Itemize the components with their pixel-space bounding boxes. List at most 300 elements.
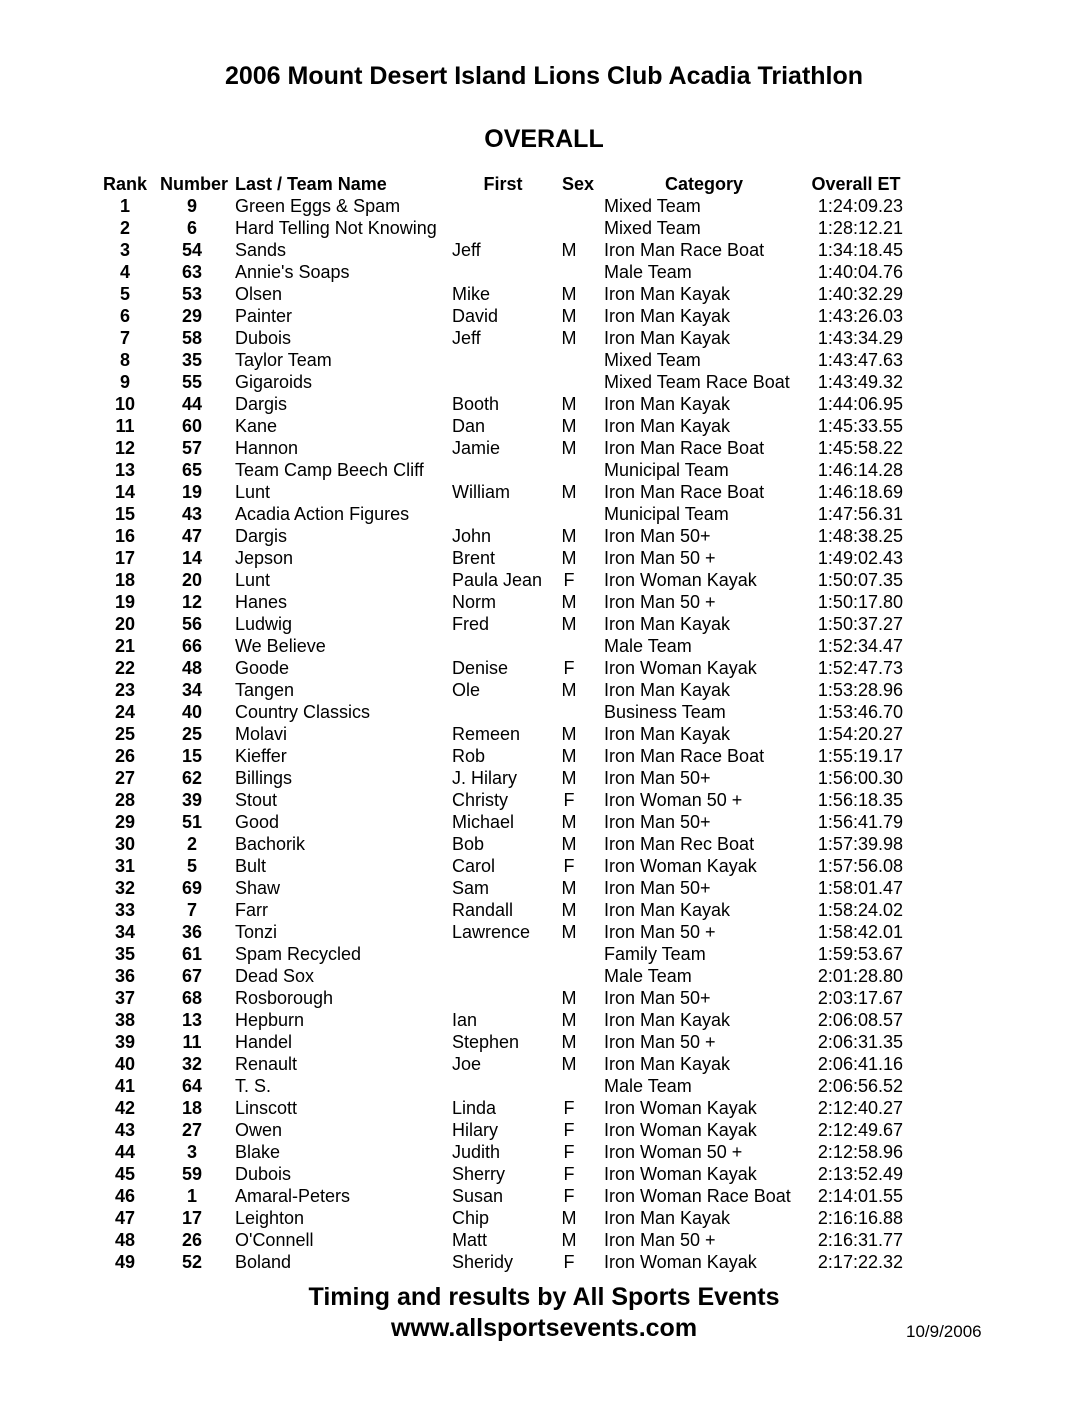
cell-rank: 40	[114, 1054, 136, 1074]
cell-time: 1:58:24.02	[817, 900, 903, 920]
cell-name: Rosborough	[235, 988, 334, 1008]
cell-first: Judith	[452, 1142, 501, 1162]
cell-rank: 6	[119, 306, 130, 326]
cell-first: Bob	[452, 834, 485, 854]
column-header-rank: Rank	[102, 174, 147, 194]
table-row	[0, 437, 1088, 459]
cell-time: 1:50:37.27	[817, 614, 903, 634]
cell-first: Jeff	[452, 328, 481, 348]
cell-first: J. Hilary	[452, 768, 518, 788]
cell-first: Remeen	[452, 724, 521, 744]
cell-number: 48	[181, 658, 203, 678]
cell-name: Bult	[235, 856, 267, 876]
cell-time: 1:56:00.30	[817, 768, 903, 788]
cell-rank: 9	[119, 372, 130, 392]
cell-first: Jamie	[452, 438, 501, 458]
cell-number: 36	[181, 922, 203, 942]
cell-category: Iron Man 50 +	[604, 1230, 716, 1250]
cell-name: Green Eggs & Spam	[235, 196, 401, 216]
table-row	[0, 569, 1088, 591]
cell-sex: M	[561, 724, 577, 744]
cell-first: Sherry	[452, 1164, 506, 1184]
cell-name: Team Camp Beech Cliff	[235, 460, 424, 480]
cell-category: Iron Man 50 +	[604, 592, 716, 612]
cell-category: Iron Man 50+	[604, 812, 711, 832]
cell-sex: M	[561, 482, 577, 502]
table-row	[0, 745, 1088, 767]
cell-category: Family Team	[604, 944, 706, 964]
footer-credit: Timing and results by All Sports Events	[308, 1283, 780, 1311]
cell-time: 2:14:01.55	[817, 1186, 903, 1206]
results-table-body	[0, 195, 1088, 1273]
cell-time: 1:57:56.08	[817, 856, 903, 876]
cell-first: Lawrence	[452, 922, 531, 942]
cell-rank: 11	[115, 416, 135, 436]
cell-number: 14	[181, 548, 203, 568]
cell-category: Iron Man 50+	[604, 768, 711, 788]
cell-category: Iron Man 50 +	[604, 548, 716, 568]
cell-number: 2	[186, 834, 197, 854]
cell-category: Business Team	[604, 702, 726, 722]
cell-category: Mixed Team	[604, 350, 701, 370]
cell-rank: 8	[119, 350, 130, 370]
cell-number: 29	[181, 306, 203, 326]
cell-name: Hepburn	[235, 1010, 305, 1030]
cell-rank: 39	[114, 1032, 136, 1052]
cell-category: Iron Man 50+	[604, 878, 711, 898]
cell-time: 2:06:31.35	[817, 1032, 903, 1052]
cell-sex: M	[561, 438, 577, 458]
cell-sex: F	[563, 856, 575, 876]
cell-time: 1:50:17.80	[817, 592, 903, 612]
cell-category: Iron Man Kayak	[604, 900, 731, 920]
cell-name: Annie's Soaps	[235, 262, 350, 282]
cell-number: 13	[181, 1010, 203, 1030]
cell-time: 1:43:47.63	[817, 350, 903, 370]
cell-number: 35	[181, 350, 203, 370]
cell-first: Matt	[452, 1230, 488, 1250]
cell-first: Joe	[452, 1054, 482, 1074]
cell-number: 55	[181, 372, 203, 392]
cell-rank: 32	[114, 878, 136, 898]
cell-rank: 21	[114, 636, 136, 656]
table-row	[0, 1163, 1088, 1185]
column-header-number: Number	[160, 174, 229, 194]
cell-sex: M	[561, 1054, 577, 1074]
cell-number: 52	[181, 1252, 203, 1272]
cell-rank: 4	[119, 262, 130, 282]
cell-sex: M	[561, 394, 577, 414]
cell-category: Iron Woman 50 +	[604, 790, 743, 810]
cell-time: 1:52:47.73	[817, 658, 903, 678]
cell-name: Dubois	[235, 1164, 292, 1184]
cell-rank: 26	[114, 746, 136, 766]
cell-number: 68	[181, 988, 203, 1008]
table-row	[0, 525, 1088, 547]
cell-time: 2:12:40.27	[817, 1098, 903, 1118]
cell-category: Iron Woman Kayak	[604, 1098, 757, 1118]
cell-rank: 5	[119, 284, 130, 304]
cell-time: 1:57:39.98	[817, 834, 903, 854]
cell-name: Owen	[235, 1120, 283, 1140]
cell-number: 5	[186, 856, 197, 876]
cell-first: Chip	[452, 1208, 490, 1228]
cell-category: Iron Man 50+	[604, 526, 711, 546]
cell-sex: M	[561, 1032, 577, 1052]
cell-time: 1:45:33.55	[817, 416, 903, 436]
table-row	[0, 591, 1088, 613]
cell-number: 44	[181, 394, 203, 414]
table-row	[0, 1053, 1088, 1075]
table-row	[0, 965, 1088, 987]
column-header-category: Category	[664, 174, 744, 194]
cell-first: William	[452, 482, 510, 502]
cell-number: 39	[181, 790, 203, 810]
cell-rank: 45	[114, 1164, 136, 1184]
cell-time: 1:53:46.70	[817, 702, 903, 722]
cell-first: Michael	[452, 812, 515, 832]
table-row	[0, 1229, 1088, 1251]
column-header-first: First	[483, 174, 523, 194]
table-row	[0, 261, 1088, 283]
cell-time: 1:50:07.35	[817, 570, 903, 590]
cell-name: Renault	[235, 1054, 298, 1074]
cell-category: Iron Man Kayak	[604, 284, 731, 304]
cell-name: Farr	[235, 900, 268, 920]
cell-category: Mixed Team Race Boat	[604, 372, 790, 392]
table-row	[0, 1141, 1088, 1163]
cell-rank: 30	[114, 834, 136, 854]
cell-sex: M	[561, 988, 577, 1008]
cell-name: Good	[235, 812, 280, 832]
cell-number: 15	[181, 746, 203, 766]
cell-time: 2:01:28.80	[817, 966, 903, 986]
cell-number: 62	[181, 768, 203, 788]
cell-time: 1:56:41.79	[817, 812, 903, 832]
cell-first: Ole	[452, 680, 481, 700]
cell-category: Iron Man Kayak	[604, 614, 731, 634]
cell-name: Hard Telling Not Knowing	[235, 218, 437, 238]
cell-time: 1:53:28.96	[817, 680, 903, 700]
table-row	[0, 283, 1088, 305]
cell-time: 2:03:17.67	[817, 988, 903, 1008]
cell-sex: M	[561, 1230, 577, 1250]
cell-rank: 44	[114, 1142, 136, 1162]
cell-time: 1:40:32.29	[817, 284, 903, 304]
cell-rank: 24	[114, 702, 136, 722]
cell-name: Goode	[235, 658, 290, 678]
table-row	[0, 943, 1088, 965]
cell-time: 2:16:16.88	[817, 1208, 903, 1228]
cell-sex: M	[561, 416, 577, 436]
cell-name: Boland	[235, 1252, 292, 1272]
cell-number: 3	[186, 1142, 197, 1162]
cell-name: Molavi	[235, 724, 288, 744]
cell-category: Iron Man Kayak	[604, 1208, 731, 1228]
cell-rank: 46	[114, 1186, 136, 1206]
cell-sex: M	[561, 614, 577, 634]
cell-time: 1:46:18.69	[817, 482, 903, 502]
cell-number: 47	[181, 526, 203, 546]
cell-name: Sands	[235, 240, 287, 260]
results-table-header	[0, 173, 1088, 195]
cell-number: 1	[186, 1186, 197, 1206]
cell-first: Linda	[452, 1098, 497, 1118]
cell-number: 67	[181, 966, 203, 986]
cell-first: Norm	[452, 592, 496, 612]
cell-name: Olsen	[235, 284, 283, 304]
cell-first: Sheridy	[452, 1252, 514, 1272]
cell-time: 1:59:53.67	[817, 944, 903, 964]
cell-first: Jeff	[452, 240, 481, 260]
cell-category: Male Team	[604, 262, 692, 282]
cell-category: Iron Man Kayak	[604, 416, 731, 436]
cell-rank: 29	[114, 812, 136, 832]
cell-rank: 7	[119, 328, 130, 348]
cell-category: Iron Man Race Boat	[604, 240, 765, 260]
cell-category: Iron Man Kayak	[604, 306, 731, 326]
table-row	[0, 371, 1088, 393]
cell-time: 1:34:18.45	[817, 240, 903, 260]
cell-time: 2:16:31.77	[817, 1230, 903, 1250]
cell-first: Fred	[452, 614, 490, 634]
cell-number: 59	[181, 1164, 203, 1184]
cell-name: Hannon	[235, 438, 299, 458]
cell-rank: 28	[114, 790, 136, 810]
cell-name: We Believe	[235, 636, 326, 656]
cell-name: Painter	[235, 306, 293, 326]
cell-category: Iron Woman Kayak	[604, 856, 757, 876]
cell-category: Iron Man Kayak	[604, 1010, 731, 1030]
cell-number: 66	[181, 636, 203, 656]
table-row	[0, 701, 1088, 723]
cell-sex: M	[561, 768, 577, 788]
table-row	[0, 833, 1088, 855]
cell-category: Iron Man Race Boat	[604, 746, 765, 766]
cell-rank: 37	[114, 988, 136, 1008]
cell-category: Male Team	[604, 636, 692, 656]
cell-time: 1:52:34.47	[817, 636, 903, 656]
cell-rank: 22	[114, 658, 136, 678]
cell-first: Carol	[452, 856, 496, 876]
cell-name: O'Connell	[235, 1230, 314, 1250]
cell-sex: M	[561, 680, 577, 700]
cell-sex: F	[563, 1120, 575, 1140]
cell-name: Dead Sox	[235, 966, 315, 986]
cell-first: Brent	[452, 548, 496, 568]
cell-category: Iron Man 50 +	[604, 1032, 716, 1052]
cell-number: 27	[181, 1120, 203, 1140]
table-row	[0, 921, 1088, 943]
cell-name: Tangen	[235, 680, 295, 700]
cell-sex: F	[563, 1186, 575, 1206]
cell-name: Billings	[235, 768, 293, 788]
cell-time: 1:44:06.95	[817, 394, 903, 414]
cell-number: 12	[181, 592, 203, 612]
cell-time: 2:06:56.52	[817, 1076, 903, 1096]
cell-rank: 35	[114, 944, 136, 964]
cell-rank: 16	[114, 526, 136, 546]
cell-category: Iron Man Race Boat	[604, 482, 765, 502]
table-row	[0, 415, 1088, 437]
cell-sex: M	[561, 900, 577, 920]
table-row	[0, 679, 1088, 701]
cell-time: 1:55:19.17	[817, 746, 903, 766]
cell-first: Randall	[452, 900, 514, 920]
cell-number: 64	[181, 1076, 203, 1096]
cell-rank: 25	[114, 724, 136, 744]
cell-category: Iron Woman Kayak	[604, 570, 757, 590]
cell-number: 9	[186, 196, 197, 216]
cell-category: Iron Man Kayak	[604, 328, 731, 348]
cell-number: 69	[181, 878, 203, 898]
cell-rank: 18	[114, 570, 136, 590]
cell-first: David	[452, 306, 499, 326]
cell-sex: M	[561, 328, 577, 348]
cell-sex: M	[561, 878, 577, 898]
document-title: 2006 Mount Desert Island Lions Club Acadia Triathlon	[224, 62, 864, 90]
document-subtitle: OVERALL	[484, 125, 604, 153]
cell-time: 1:43:34.29	[817, 328, 903, 348]
cell-category: Iron Man Rec Boat	[604, 834, 755, 854]
table-row	[0, 855, 1088, 877]
table-row	[0, 239, 1088, 261]
cell-category: Iron Woman Kayak	[604, 1164, 757, 1184]
cell-category: Mixed Team	[604, 196, 701, 216]
cell-sex: F	[563, 1098, 575, 1118]
cell-number: 43	[181, 504, 203, 524]
cell-first: Denise	[452, 658, 509, 678]
cell-number: 53	[181, 284, 203, 304]
cell-number: 7	[186, 900, 197, 920]
cell-name: Bachorik	[235, 834, 306, 854]
cell-rank: 41	[114, 1076, 136, 1096]
cell-time: 1:58:42.01	[817, 922, 903, 942]
cell-number: 11	[182, 1032, 202, 1052]
cell-rank: 19	[114, 592, 136, 612]
cell-number: 57	[181, 438, 203, 458]
cell-category: Iron Woman Kayak	[604, 658, 757, 678]
table-row	[0, 1031, 1088, 1053]
table-row	[0, 349, 1088, 371]
cell-time: 1:54:20.27	[817, 724, 903, 744]
cell-sex: M	[561, 548, 577, 568]
column-header-time: Overall ET	[811, 174, 901, 194]
cell-category: Iron Woman Kayak	[604, 1120, 757, 1140]
cell-time: 2:12:58.96	[817, 1142, 903, 1162]
cell-first: Susan	[452, 1186, 504, 1206]
cell-rank: 2	[119, 218, 130, 238]
cell-sex: F	[563, 1164, 575, 1184]
cell-first: Stephen	[452, 1032, 520, 1052]
cell-time: 2:06:41.16	[817, 1054, 903, 1074]
cell-time: 1:47:56.31	[817, 504, 903, 524]
cell-rank: 17	[114, 548, 136, 568]
table-row	[0, 503, 1088, 525]
cell-name: Gigaroids	[235, 372, 313, 392]
table-row	[0, 811, 1088, 833]
cell-number: 56	[181, 614, 203, 634]
cell-name: Jepson	[235, 548, 294, 568]
cell-time: 1:48:38.25	[817, 526, 903, 546]
table-row	[0, 195, 1088, 217]
cell-number: 6	[186, 218, 197, 238]
cell-first: Paula Jean	[452, 570, 543, 590]
cell-time: 1:56:18.35	[817, 790, 903, 810]
table-row	[0, 459, 1088, 481]
cell-rank: 43	[114, 1120, 136, 1140]
cell-time: 2:13:52.49	[817, 1164, 903, 1184]
table-row	[0, 1251, 1088, 1273]
cell-number: 60	[181, 416, 203, 436]
cell-rank: 20	[114, 614, 136, 634]
cell-rank: 10	[114, 394, 136, 414]
table-row	[0, 1185, 1088, 1207]
cell-category: Iron Man Kayak	[604, 1054, 731, 1074]
cell-number: 65	[181, 460, 203, 480]
cell-number: 34	[181, 680, 203, 700]
cell-category: Iron Woman Kayak	[604, 1252, 757, 1272]
cell-sex: F	[563, 1142, 575, 1162]
table-row	[0, 547, 1088, 569]
cell-number: 25	[181, 724, 203, 744]
table-row	[0, 217, 1088, 239]
cell-sex: M	[561, 240, 577, 260]
cell-category: Iron Man 50 +	[604, 922, 716, 942]
cell-sex: M	[561, 592, 577, 612]
table-row	[0, 723, 1088, 745]
cell-rank: 31	[114, 856, 136, 876]
cell-sex: F	[563, 790, 575, 810]
cell-rank: 42	[114, 1098, 136, 1118]
cell-name: Lunt	[235, 482, 271, 502]
cell-name: Dargis	[235, 394, 288, 414]
footer-url: www.allsportsevents.com	[390, 1314, 698, 1342]
cell-first: Booth	[452, 394, 500, 414]
cell-first: Ian	[452, 1010, 478, 1030]
cell-sex: M	[561, 834, 577, 854]
cell-rank: 36	[114, 966, 136, 986]
cell-sex: M	[561, 306, 577, 326]
cell-sex: M	[561, 526, 577, 546]
cell-name: Handel	[235, 1032, 293, 1052]
cell-rank: 13	[114, 460, 136, 480]
cell-first: Christy	[452, 790, 509, 810]
cell-number: 20	[181, 570, 203, 590]
cell-sex: M	[561, 922, 577, 942]
table-row	[0, 613, 1088, 635]
cell-name: Shaw	[235, 878, 281, 898]
cell-name: Kane	[235, 416, 278, 436]
cell-name: Kieffer	[235, 746, 287, 766]
cell-rank: 1	[119, 196, 130, 216]
cell-first: Rob	[452, 746, 486, 766]
cell-rank: 47	[114, 1208, 136, 1228]
table-row	[0, 657, 1088, 679]
table-row	[0, 877, 1088, 899]
cell-time: 1:40:04.76	[817, 262, 903, 282]
cell-time: 1:24:09.23	[817, 196, 903, 216]
table-row	[0, 481, 1088, 503]
cell-number: 51	[181, 812, 203, 832]
cell-time: 2:17:22.32	[817, 1252, 903, 1272]
cell-category: Iron Woman 50 +	[604, 1142, 743, 1162]
cell-name: Hanes	[235, 592, 288, 612]
cell-time: 1:43:26.03	[817, 306, 903, 326]
table-row	[0, 1097, 1088, 1119]
cell-rank: 34	[114, 922, 136, 942]
cell-name: Ludwig	[235, 614, 293, 634]
